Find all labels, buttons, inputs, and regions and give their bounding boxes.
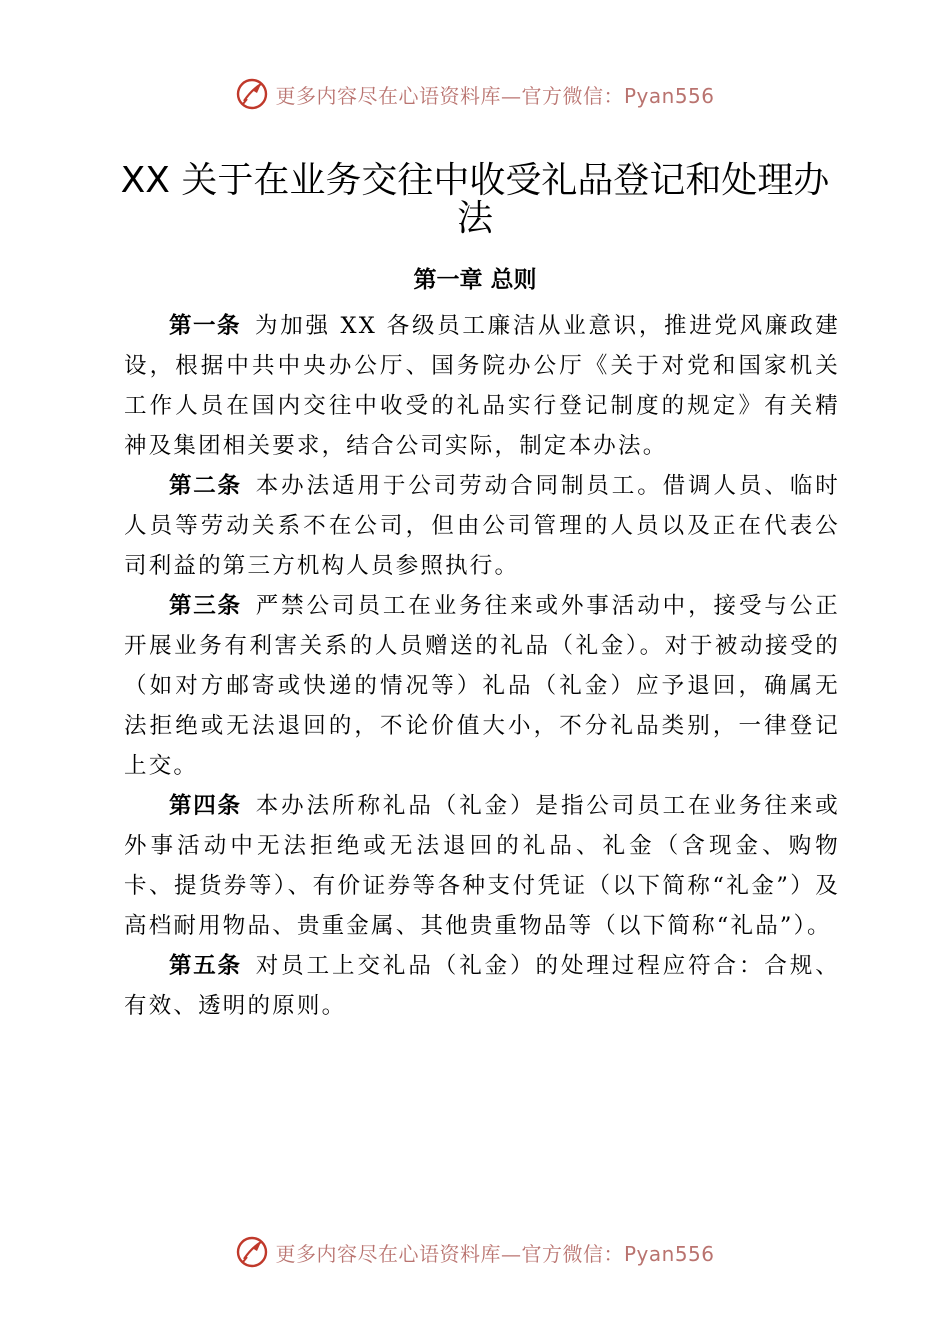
article-number: 第三条 — [169, 593, 242, 619]
articles-body — [124, 306, 840, 1026]
article-number: 第五条 — [169, 953, 242, 979]
document-title: XX 关于在业务交往中收受礼品登记和处理办法 — [120, 160, 830, 239]
banner-text: 更多内容尽在心语资料库—官方微信：Pyan556 — [275, 83, 715, 108]
article-number: 第一条 — [169, 313, 242, 339]
article-paragraph — [124, 946, 840, 1026]
article-text: 为加强 XX 各级员工廉洁从业意识，推进党风廉政建设，根据中共中央办公厅、国务院办公厅《关于对党和国家机关工作人员在国内交往中收受的礼品实行登记制度的规定》有关精神及集团相关要求，结合公司实际，制定本办法。 — [124, 313, 840, 459]
banner-text: 更多内容尽在心语资料库—官方微信：Pyan556 — [275, 1241, 715, 1266]
article-number: 第二条 — [169, 473, 242, 499]
article-paragraph — [124, 586, 840, 786]
footer-watermark-banner — [0, 1232, 950, 1272]
article-paragraph — [124, 466, 840, 586]
pen-logo-icon — [235, 77, 269, 111]
chapter-heading: 第一章 总则 — [413, 266, 537, 293]
header-watermark-banner — [0, 74, 950, 114]
pen-logo-icon — [235, 1235, 269, 1269]
article-paragraph — [124, 786, 840, 946]
article-text: 对员工上交礼品（礼金）的处理过程应符合：合规、有效、透明的原则。 — [124, 953, 840, 1019]
article-text: 严禁公司员工在业务往来或外事活动中，接受与公正开展业务有利害关系的人员赠送的礼品（礼金）。对于被动接受的（如对方邮寄或快递的情况等）礼品（礼金）应予退回，确属无法拒绝或无法退回的，不论价值大小，不分礼品类别，一律登记上交。 — [124, 593, 840, 779]
article-number: 第四条 — [169, 793, 242, 819]
article-paragraph — [124, 306, 840, 466]
article-text: 本办法适用于公司劳动合同制员工。借调人员、临时人员等劳动关系不在公司，但由公司管理的人员以及正在代表公司利益的第三方机构人员参照执行。 — [124, 473, 840, 579]
article-text: 本办法所称礼品（礼金）是指公司员工在业务往来或外事活动中无法拒绝或无法退回的礼品、礼金（含现金、购物卡、提货券等）、有价证券等各种支付凭证（以下简称“礼金”）及高档耐用物品、贵重金属、其他贵重物品等（以下简称“礼品”）。 — [124, 793, 840, 939]
